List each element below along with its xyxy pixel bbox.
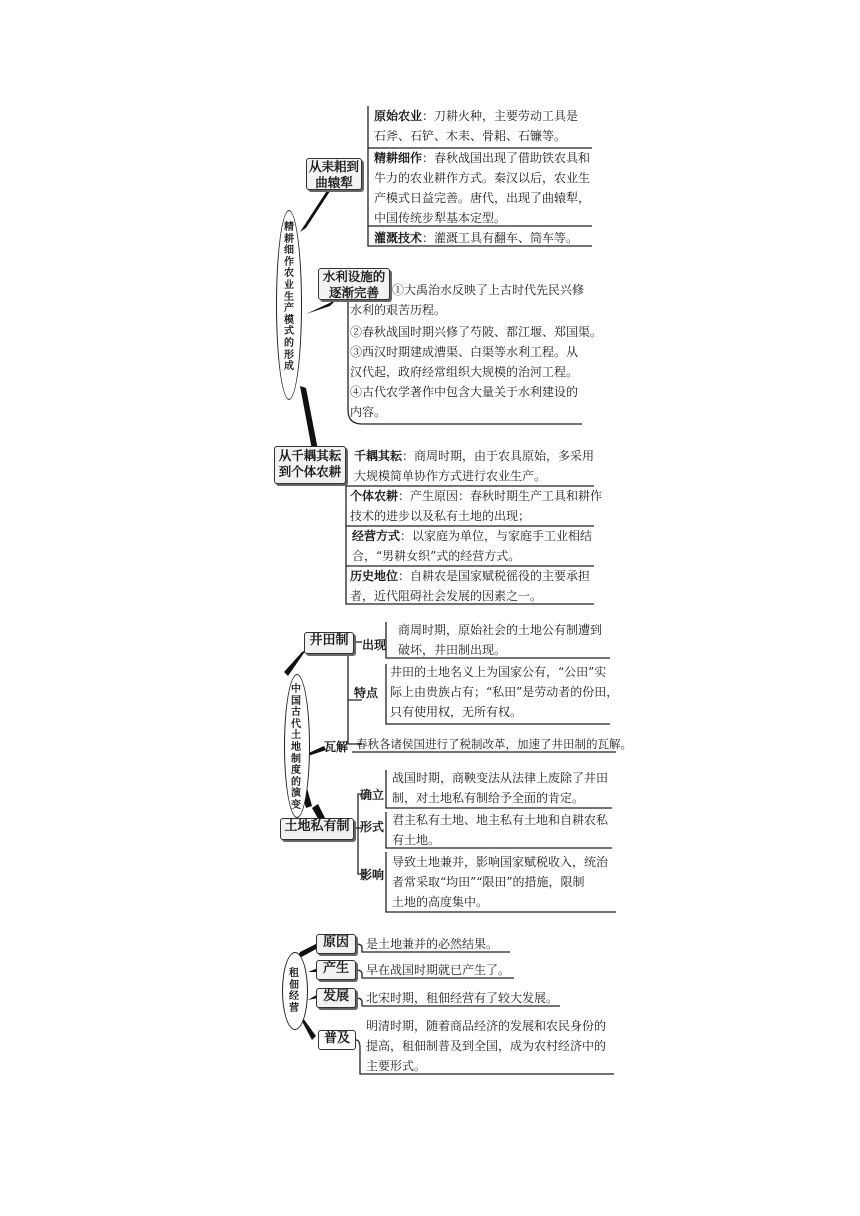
jingtian-collapse-text: 春秋各诸侯国进行了税制改革，加速了井田制的瓦解。 <box>356 737 632 751</box>
jingtian-sub-appear: 出现 <box>362 638 387 652</box>
water-item-4b: 内容。 <box>350 405 387 419</box>
jingtian-feature-text: 井田的土地名义上为国家公有，“公田”实 际上由贵族占有；“私田”是劳动者的份田， 只有使用权，无所有权。 <box>390 665 619 719</box>
siyou-establish-text: 战国时期，商鞅变法从法律上废除了井田 制，对土地私有制给予全面的肯定。 <box>392 771 609 805</box>
tools-item-intensive: 精耕细作：春秋战国出现了借助铁农具和 牛力的农业耕作方式。秦汉以后，农业生 产模式日益完善。唐代，出现了曲辕犁， 中国传统步犁基本定型。 <box>374 151 591 225</box>
tools-item-primitive: 原始农业：刀耕火种，主要劳动工具是 石斧、石铲、木耒、骨耜、石镰等。 <box>374 109 579 143</box>
branch-private-land: 土地私有制 <box>280 818 354 840</box>
indiv-item-mode: 经营方式：以家庭为单位，与家庭手工业相结 合，“男耕女织”式的经营方式。 <box>352 529 593 563</box>
indiv-item-individual: 个体农耕：产生原因：春秋时期生产工具和耕作 技术的进步以及私有土地的出现； <box>350 489 603 523</box>
siyou-sub-impact: 影响 <box>360 868 385 882</box>
jingtian-sub-collapse: 瓦解 <box>324 740 349 754</box>
branch-water: 水利设施的逐渐完善 <box>318 268 390 300</box>
tenancy-cause-text: 是土地兼并的必然结果。 <box>366 937 499 951</box>
tenancy-label-spread: 普及 <box>318 1030 356 1050</box>
indiv-item-status: 历史地位：自耕农是国家赋税徭役的主要承担 者，近代阻碍社会发展的因素之一。 <box>350 569 591 603</box>
siyou-form-text: 君主私有土地、地主私有土地和自耕农私 有土地。 <box>392 813 609 847</box>
tenancy-label-origin: 产生 <box>316 960 356 980</box>
tenancy-spread-text: 明清时期，随着商品经济的发展和农民身份的 提高，租佃制普及到全国，成为农村经济中的 主要形式。 <box>366 1019 607 1073</box>
siyou-sub-establish: 确立 <box>360 788 385 802</box>
water-item-1b: 水利的艰苦历程。 <box>350 303 447 317</box>
tenancy-origin-text: 早在战国时期就已产生了。 <box>366 963 511 977</box>
siyou-sub-form: 形式 <box>360 820 385 834</box>
water-item-1a: ①大禹治水反映了上古时代先民兴修 <box>392 283 585 297</box>
tools-item-irrigation: 灌溉技术：灌溉工具有翻车、筒车等。 <box>374 231 579 245</box>
indiv-item-collective: 千耦其耘：商周时期，由于农具原始，多采用 大规模简单协作方式进行农业生产。 <box>354 449 595 483</box>
water-item-3a: ③西汉时期建成漕渠、白渠等水利工程。从 <box>350 345 579 359</box>
branch-tools: 从耒耜到曲辕犁 <box>306 158 362 190</box>
branch-individual: 从千耦其耘到个体农耕 <box>274 446 346 484</box>
branch-jingtian: 井田制 <box>304 632 354 654</box>
water-item-4a: ④古代农学著作中包含大量关于水利建设的 <box>350 385 579 399</box>
jingtian-sub-feature: 特点 <box>354 686 379 700</box>
siyou-impact-text: 导致土地兼并，影响国家赋税收入，统治 者常采取“均田”“限田”的措施，限制 土地的高度集中。 <box>392 855 609 909</box>
tenancy-label-cause: 原因 <box>316 934 356 954</box>
water-item-2: ②春秋战国时期兴修了芍陂、都江堰、郑国渠。 <box>350 325 603 339</box>
center-title-tenancy: 租佃经营 <box>289 968 299 1014</box>
water-item-3b: 汉代起，政府经常组织大规模的治河工程。 <box>350 365 579 379</box>
center-title-farming: 精耕细作农业生产模式的形成 <box>284 222 294 373</box>
tenancy-develop-text: 北宋时期，租佃经营有了较大发展。 <box>366 991 559 1005</box>
jingtian-appear-text: 商周时期，原始社会的土地公有制遭到 破坏，井田制出现。 <box>398 623 603 657</box>
center-title-land: 中国古代土地制度的演变 <box>291 684 301 811</box>
tenancy-label-develop: 发展 <box>316 988 356 1008</box>
